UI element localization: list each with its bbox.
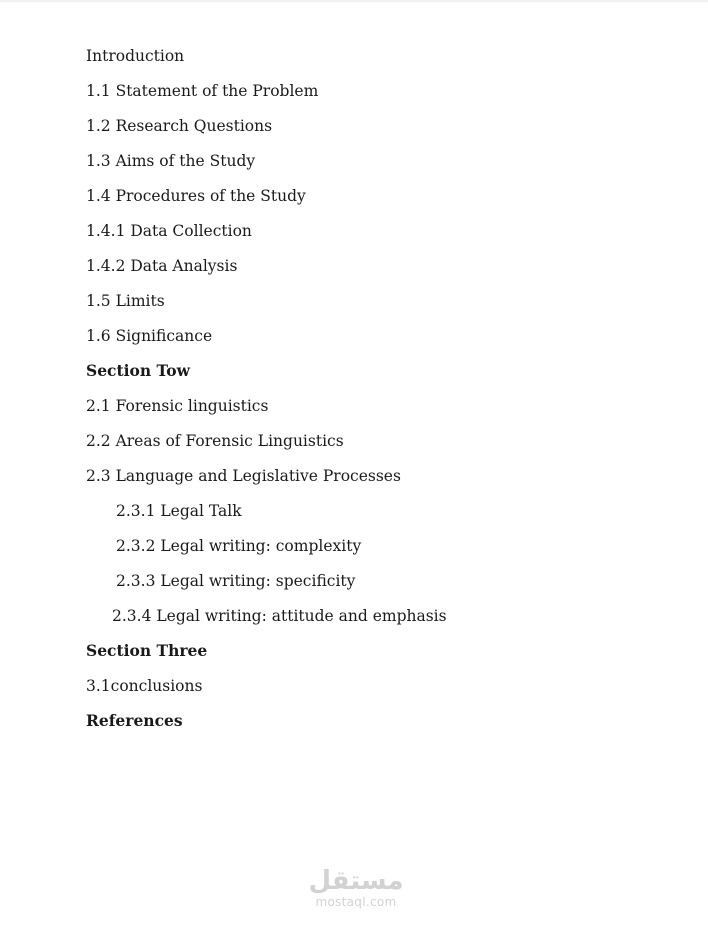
toc-entry: 1.4.1 Data Collection	[86, 222, 252, 240]
toc-entry: 1.1 Statement of the Problem	[86, 82, 319, 100]
watermark-logo	[296, 866, 416, 908]
toc-entry: 2.3.1 Legal Talk	[116, 502, 242, 520]
toc-section-heading: References	[86, 711, 183, 730]
toc-entry: 2.2 Areas of Forensic Linguistics	[86, 432, 344, 450]
toc-entry: 2.3.2 Legal writing: complexity	[116, 537, 362, 555]
toc-entry: 2.3.3 Legal writing: specificity	[116, 572, 356, 590]
toc-entry: Introduction	[86, 47, 185, 65]
toc-entry: 2.3 Language and Legislative Processes	[86, 467, 401, 485]
toc-entry: 1.4 Procedures of the Study	[86, 187, 306, 205]
toc-entry: 1.2 Research Questions	[86, 117, 273, 135]
toc-section-heading: Section Three	[86, 641, 208, 660]
toc-entry: 1.5 Limits	[86, 292, 165, 310]
table-of-contents	[86, 44, 646, 744]
toc-entry: 2.1 Forensic linguistics	[86, 397, 269, 415]
toc-section-heading: Section Tow	[86, 361, 190, 380]
toc-entry: 1.3 Aims of the Study	[86, 152, 256, 170]
watermark-mark: مستقل	[308, 866, 404, 896]
page-top-edge	[0, 0, 708, 2]
toc-entry: 3.1conclusions	[86, 677, 203, 695]
toc-entry: 1.4.2 Data Analysis	[86, 257, 238, 275]
watermark-domain: mostaql.com	[315, 895, 397, 909]
toc-entry: 1.6 Significance	[86, 327, 213, 345]
toc-entry: 2.3.4 Legal writing: attitude and emphasis	[112, 607, 447, 625]
